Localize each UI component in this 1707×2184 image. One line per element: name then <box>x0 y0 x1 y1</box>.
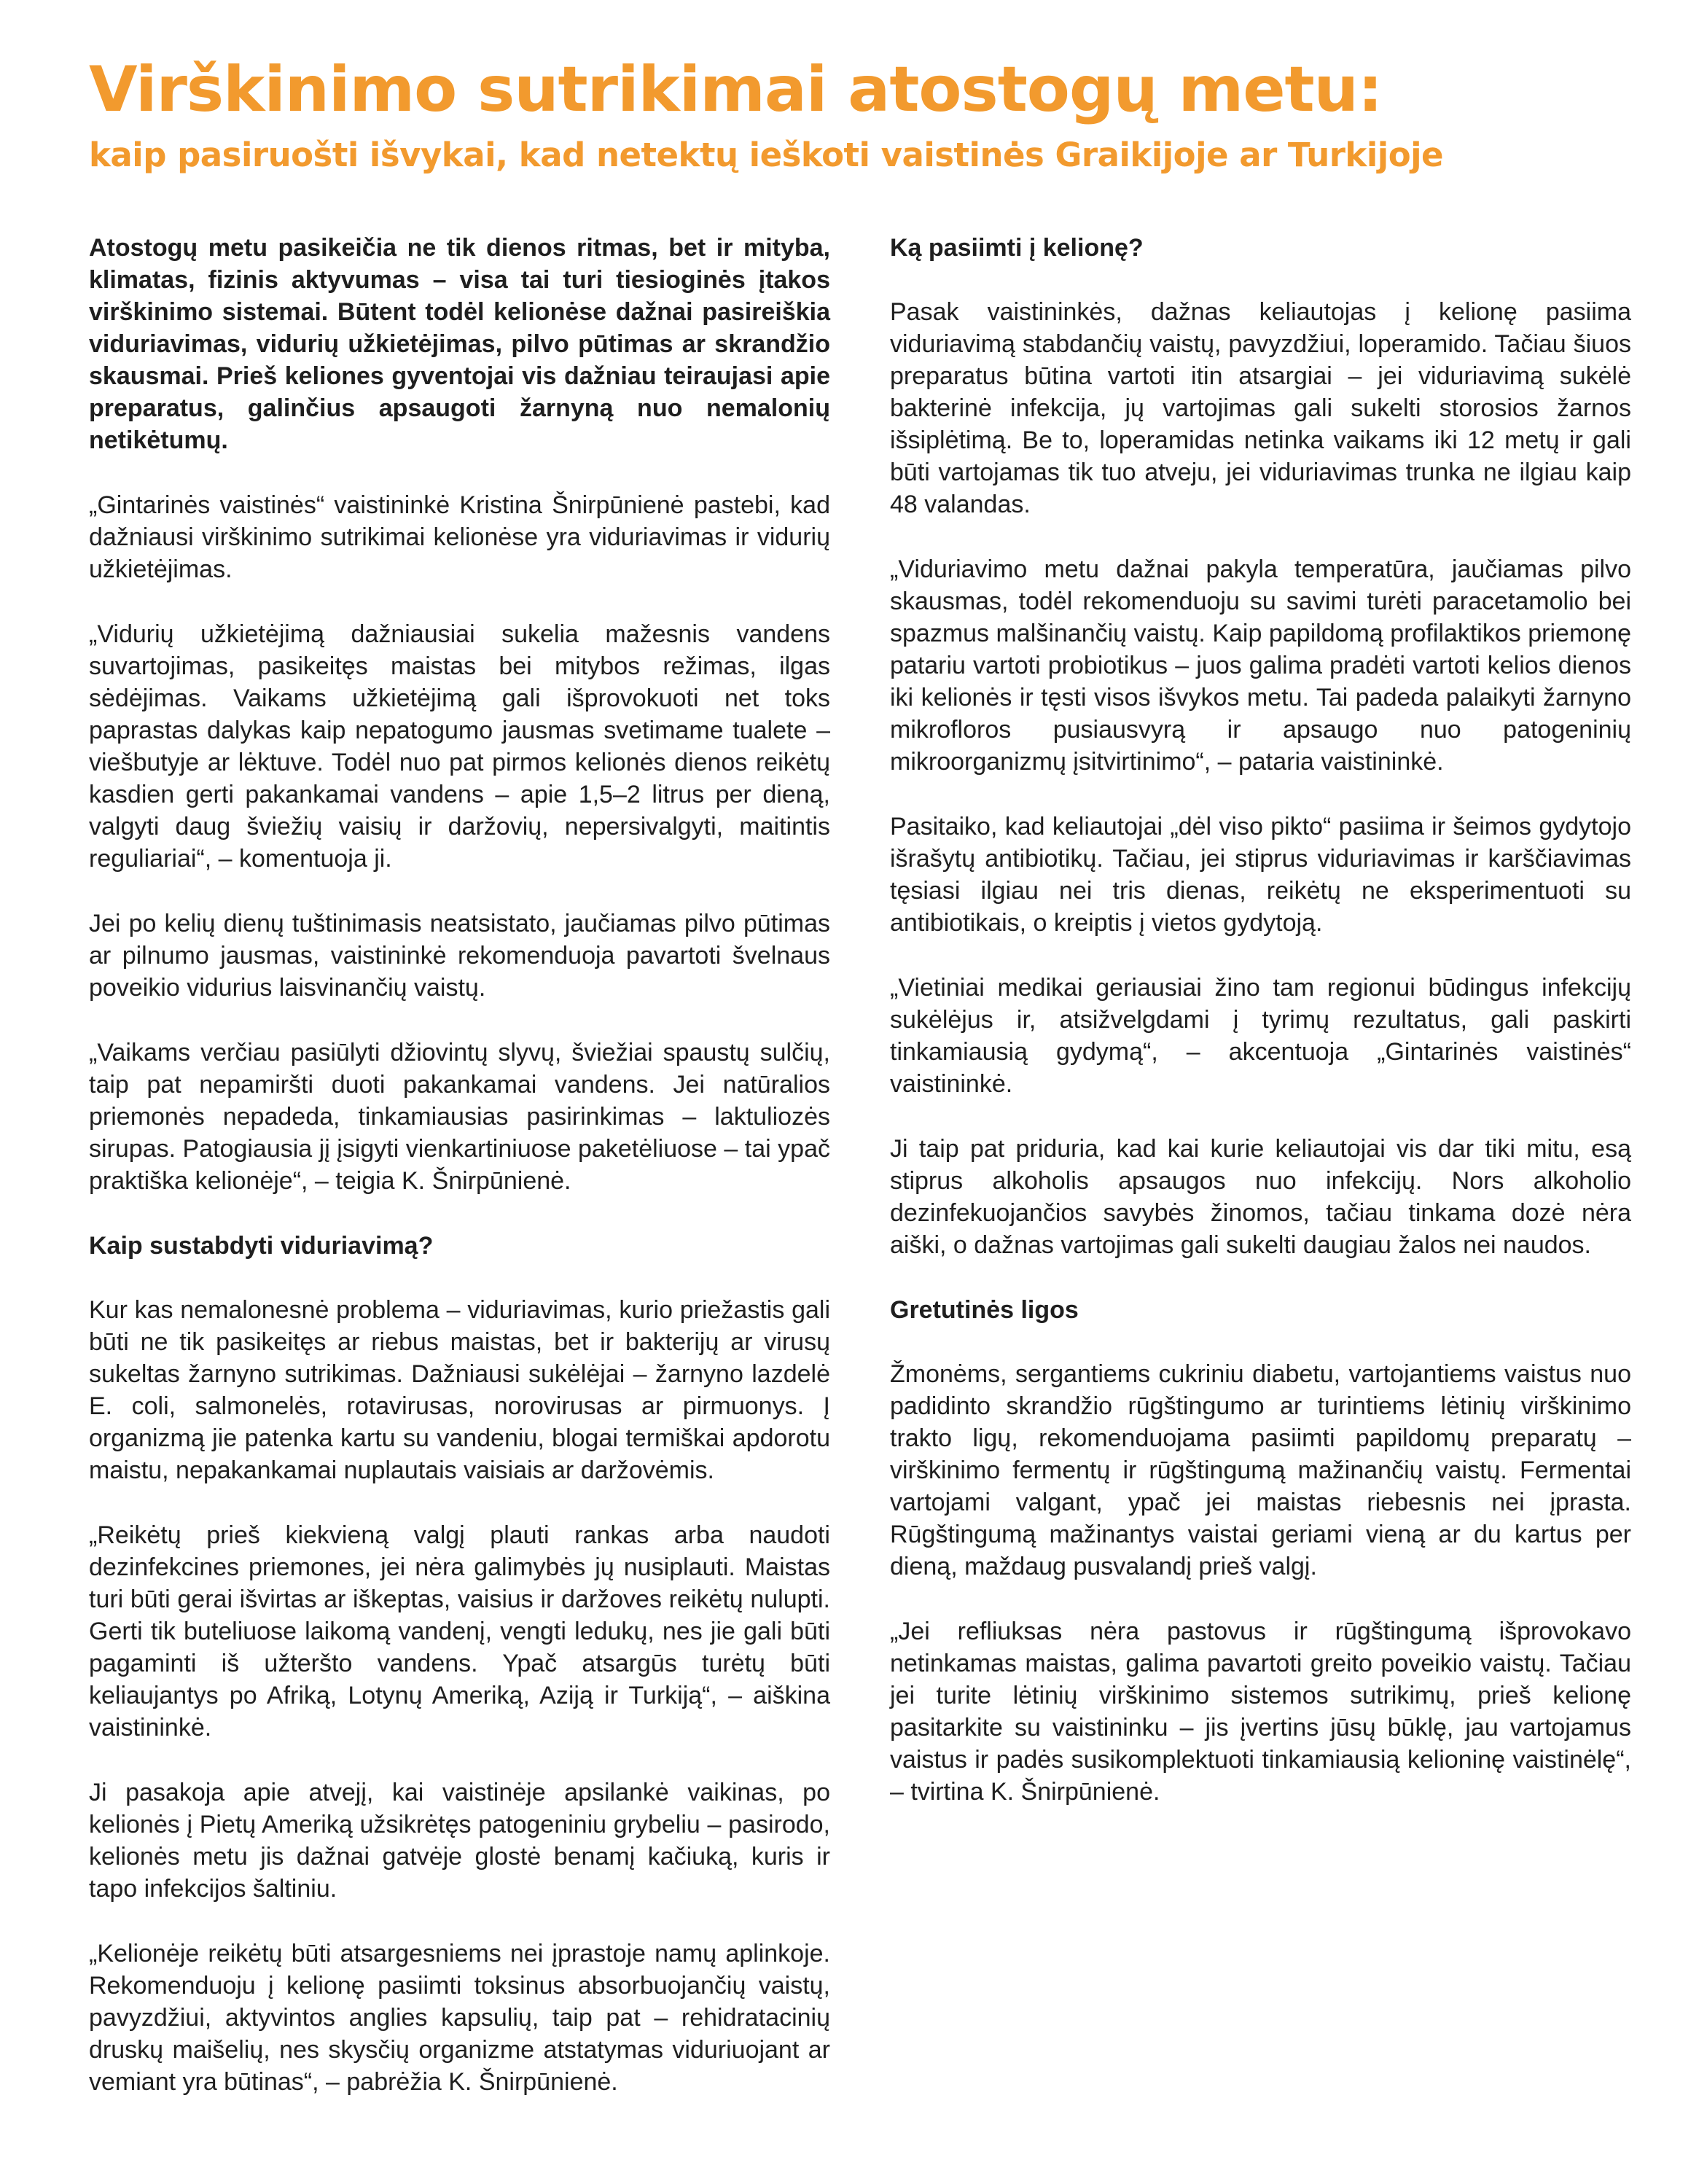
body-paragraph: Ji taip pat priduria, kad kai kurie keliautojai vis dar tiki mitu, esą stiprus alkoholis apsaugos nuo infekcijų. Nors alkoholio dezinfekuojančios savybės žinomos, tačiau tinkama dozė nėra aiški, o dažnas vartojimas gali sukelti daugiau žalos nei naudos. <box>890 1135 1631 1259</box>
body-paragraph: Jei po kelių dienų tuštinimasis neatsistato, jaučiamas pilvo pūtimas ar pilnumo jausmas, vaistininkė rekomenduoja pavartoti švelnaus poveikio vidurius laisvinančių vaistų. <box>89 910 830 1002</box>
body-paragraph: „Vidurių užkietėjimą dažniausiai sukelia mažesnis vandens suvartojimas, pasikeitęs maistas bei mitybos režimas, ilgas sėdėjimas. Vaikams užkietėjimą gali išprovokuoti net toks paprastas dalykas kaip nepatogumo jausmas svetimame tualete – viešbutyje ar lėktuve. Todėl nuo pat pirmos kelionės dienos reikėtų kasdien gerti pakankamai vandens – apie 1,5–2 litrus per dieną, valgyti daug šviežių vaisių ir daržovių, nepersivalgyti, maitintis reguliariai“, – komentuoja ji. <box>89 620 830 873</box>
section-heading: Ką pasiimti į kelionę? <box>890 234 1144 262</box>
body-paragraph: „Vaikams verčiau pasiūlyti džiovintų slyvų, šviežiai spaustų sulčių, taip pat nepamiršti duoti pakankamai vandens. Jei natūralios priemonės nepadeda, tinkamiausias pasirinkimas – laktuliozės sirupas. Patogiausia jį įsigyti vienkartiniuose paketėliuose – tai ypač praktiška kelionėje“, – teigia K. Šnirpūnienė. <box>89 1039 830 1195</box>
body-paragraph: Pasitaiko, kad keliautojai „dėl viso pikto“ pasiima ir šeimos gydytojo išrašytų antibiotikų. Tačiau, jei stiprus viduriavimas ir karščiavimas tęsiasi ilgiau nei tris dienas, reikėtų ne eksperimentuoti su antibiotikais, o kreiptis į vietos gydytoją. <box>890 813 1631 937</box>
body-paragraph: „Reikėtų prieš kiekvieną valgį plauti rankas arba naudoti dezinfekcines priemones, jei nėra galimybės jų nusiplauti. Maistas turi būti gerai išvirtas ar iškeptas, vaisius ir daržoves reikėtų nulupti. Gerti tik buteliuose laikomą vandenį, vengti ledukų, nes jie gali būti pagaminti iš užteršto vandens. Ypač atsargūs turėtų būti keliaujantys po Afriką, Lotynų Ameriką, Aziją ir Turkiją“, – aiškina vaistininkė. <box>89 1521 830 1742</box>
article-subtitle: kaip pasiruošti išvykai, kad netektų ieškoti vaistinės Graikijoje ar Turkijoje <box>89 136 1444 174</box>
body-paragraph: „Vietiniai medikai geriausiai žino tam regionui būdingus infekcijų sukėlėjus ir, atsižvelgdami į tyrimų rezultatus, gali paskirti tinkamiausią gydymą“, – akcentuoja „Gintarinės vaistinės“ vaistininkė. <box>890 974 1631 1098</box>
article-title: Virškinimo sutrikimai atostogų metu: <box>89 53 1383 126</box>
body-paragraph: „Viduriavimo metu dažnai pakyla temperatūra, jaučiamas pilvo skausmas, todėl rekomenduoju su savimi turėti paracetamolio bei spazmus malšinančių vaistų. Kaip papildomą profilaktikos priemonę patariu vartoti probiotikus – juos galima pradėti vartoti kelios dienos iki kelionės ir tęsti visos išvykos metu. Tai padeda palaikyti žarnyno mikrofloros pusiausvyrą ir apsaugo nuo patogeninių mikroorganizmų įsitvirtinimo“, – pataria vaistininkė. <box>890 555 1631 776</box>
body-paragraph: Pasak vaistininkės, dažnas keliautojas į kelionę pasiima viduriavimą stabdančių vaistų, pavyzdžiui, loperamido. Tačiau šiuos preparatus būtina vartoti itin atsargiai – jei viduriavimą sukėlė bakterinė infekcija, jų vartojimas gali sukelti storosios žarnos išsiplėtimą. Be to, loperamidas netinka vaikams iki 12 metų ir gali būti vartojamas tik tuo atveju, jei viduriavimas trunka ne ilgiau kaip 48 valandas. <box>890 298 1631 518</box>
article-header <box>89 53 1634 174</box>
body-paragraph: Žmonėms, sergantiems cukriniu diabetu, vartojantiems vaistus nuo padidinto skrandžio rūgštingumo ar turintiems lėtinių virškinimo trakto ligų, rekomenduojama pasiimti papildomų preparatų – virškinimo fermentų ir rūgštingumą mažinančių vaistų. Fermentai vartojami valgant, ypač jei maistas riebesnis nei įprasta. Rūgštingumą mažinantys vaistai geriami vieną ar du kartus per dieną, maždaug pusvalandį prieš valgį. <box>890 1360 1631 1580</box>
body-paragraph: Kur kas nemalonesnė problema – viduriavimas, kurio priežastis gali būti ne tik pasikeitęs ar riebus maistas, bet ir bakterijų ar virusų sukeltas žarnyno sutrikimas. Dažniausi sukėlėjai – žarnyno lazdelė E. coli, salmonelės, rotavirusas, norovirusas ar pirmuonys. Į organizmą jie patenka kartu su vandeniu, blogai termiškai apdorotu maistu, nepakankamai nuplautais vaisiais ar daržovėmis. <box>89 1296 830 1484</box>
section-heading: Kaip sustabdyti viduriavimą? <box>89 1232 434 1260</box>
body-paragraph: „Kelionėje reikėtų būti atsargesniems nei įprastoje namų aplinkoje. Rekomenduoju į kelionę pasiimti toksinus absorbuojančių vaistų, pavyzdžiui, aktyvintos anglies kapsulių, taip pat – rehidratacinių druskų maišelių, nes skysčių organizme atstatymas viduriuojant ar vemiant yra būtinas“, – pabrėžia K. Šnirpūnienė. <box>89 1940 830 2096</box>
article-body <box>89 232 1631 2156</box>
body-paragraph: „Gintarinės vaistinės“ vaistininkė Kristina Šnirpūnienė pastebi, kad dažniausi virškinimo sutrikimai kelionėse yra viduriavimas ir vidurių užkietėjimas. <box>89 491 830 583</box>
lead-paragraph: Atostogų metu pasikeičia ne tik dienos ritmas, bet ir mityba, klimatas, fizinis aktyvumas – visa tai turi tiesioginės įtakos virškinimo sistemai. Būtent todėl kelionėse dažnai pasireiškia viduriavimas, vidurių užkietėjimas, pilvo pūtimas ar skrandžio skausmai. Prieš keliones gyventojai vis dažniau teiraujasi apie preparatus, galinčius apsaugoti žarnyną nuo nemalonių netikėtumų. <box>89 234 830 454</box>
section-heading: Gretutinės ligos <box>890 1296 1079 1324</box>
body-paragraph: „Jei refliuksas nėra pastovus ir rūgštingumą išprovokavo netinkamas maistas, galima pavartoti greito poveikio vaistų. Tačiau jei turite lėtinių virškinimo sistemos sutrikimų, prieš kelionę pasitarkite su vaistininku – jis įvertins jūsų būklę, jau vartojamus vaistus ir padės susikomplektuoti tinkamiausią kelioninę vaistinėlę“, – tvirtina K. Šnirpūnienė. <box>890 1618 1631 1806</box>
body-paragraph: Ji pasakoja apie atvejį, kai vaistinėje apsilankė vaikinas, po kelionės į Pietų Ameriką užsikrėtęs patogeniniu grybeliu – pasirodo, kelionės metu jis dažnai gatvėje glostė benamį kačiuką, kuris ir tapo infekcijos šaltiniu. <box>89 1779 830 1903</box>
